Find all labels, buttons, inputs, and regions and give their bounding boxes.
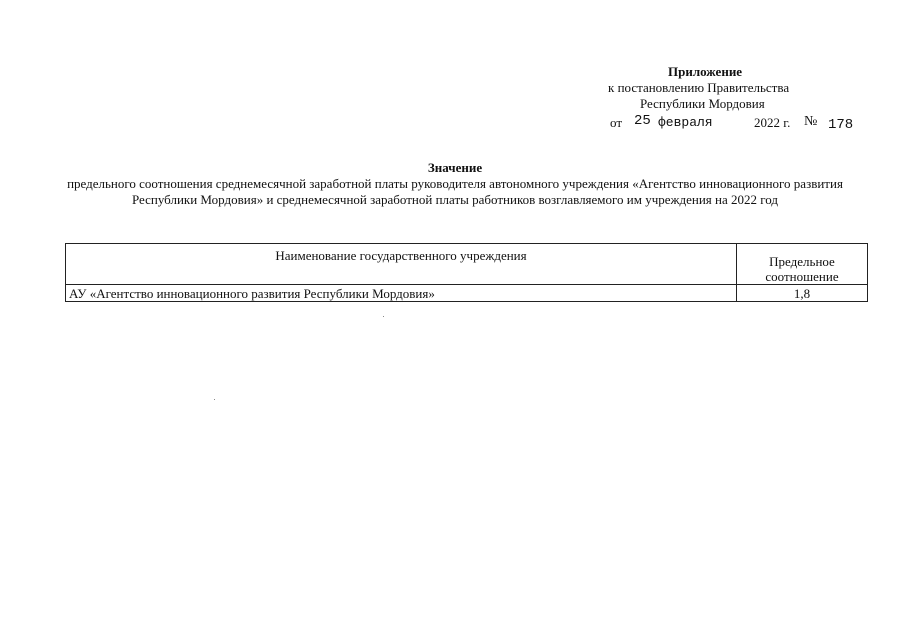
- date-day: 25: [634, 113, 651, 129]
- appendix-republic-line: Республики Мордовия: [640, 96, 765, 111]
- scan-speck: [383, 316, 384, 317]
- column-header-ratio: Предельное соотношение: [737, 244, 868, 285]
- date-month: февраля: [658, 115, 713, 130]
- date-prefix: от: [610, 115, 623, 130]
- date-year: 2022 г.: [754, 115, 791, 130]
- table-row: [66, 285, 868, 302]
- document-heading: [60, 160, 850, 208]
- appendix-title: Приложение: [668, 64, 743, 79]
- cell-institution-name: АУ «Агентство инновационного развития Республики Мордовия»: [66, 285, 737, 302]
- scan-speck: [214, 399, 215, 400]
- resolution-number: 178: [828, 117, 854, 133]
- cell-ratio-value: 1,8: [737, 285, 868, 302]
- appendix-date-line: [560, 113, 860, 133]
- appendix-block: [560, 64, 860, 133]
- appendix-resolution-line: к постановлению Правительства: [608, 80, 790, 95]
- heading-title: Значение: [427, 160, 483, 175]
- heading-subtitle: предельного соотношения среднемесячной заработной платы руководителя автономного учреждения «Агентство инновационного развития Республики Мордовия» и среднемесячной заработной платы работников возглавляемого им учреждения на 2022 год: [67, 176, 843, 207]
- ratio-table: [65, 243, 868, 302]
- column-header-institution: Наименование государственного учреждения: [66, 244, 737, 285]
- table-header-row: [66, 244, 868, 285]
- number-sign: №: [804, 114, 818, 129]
